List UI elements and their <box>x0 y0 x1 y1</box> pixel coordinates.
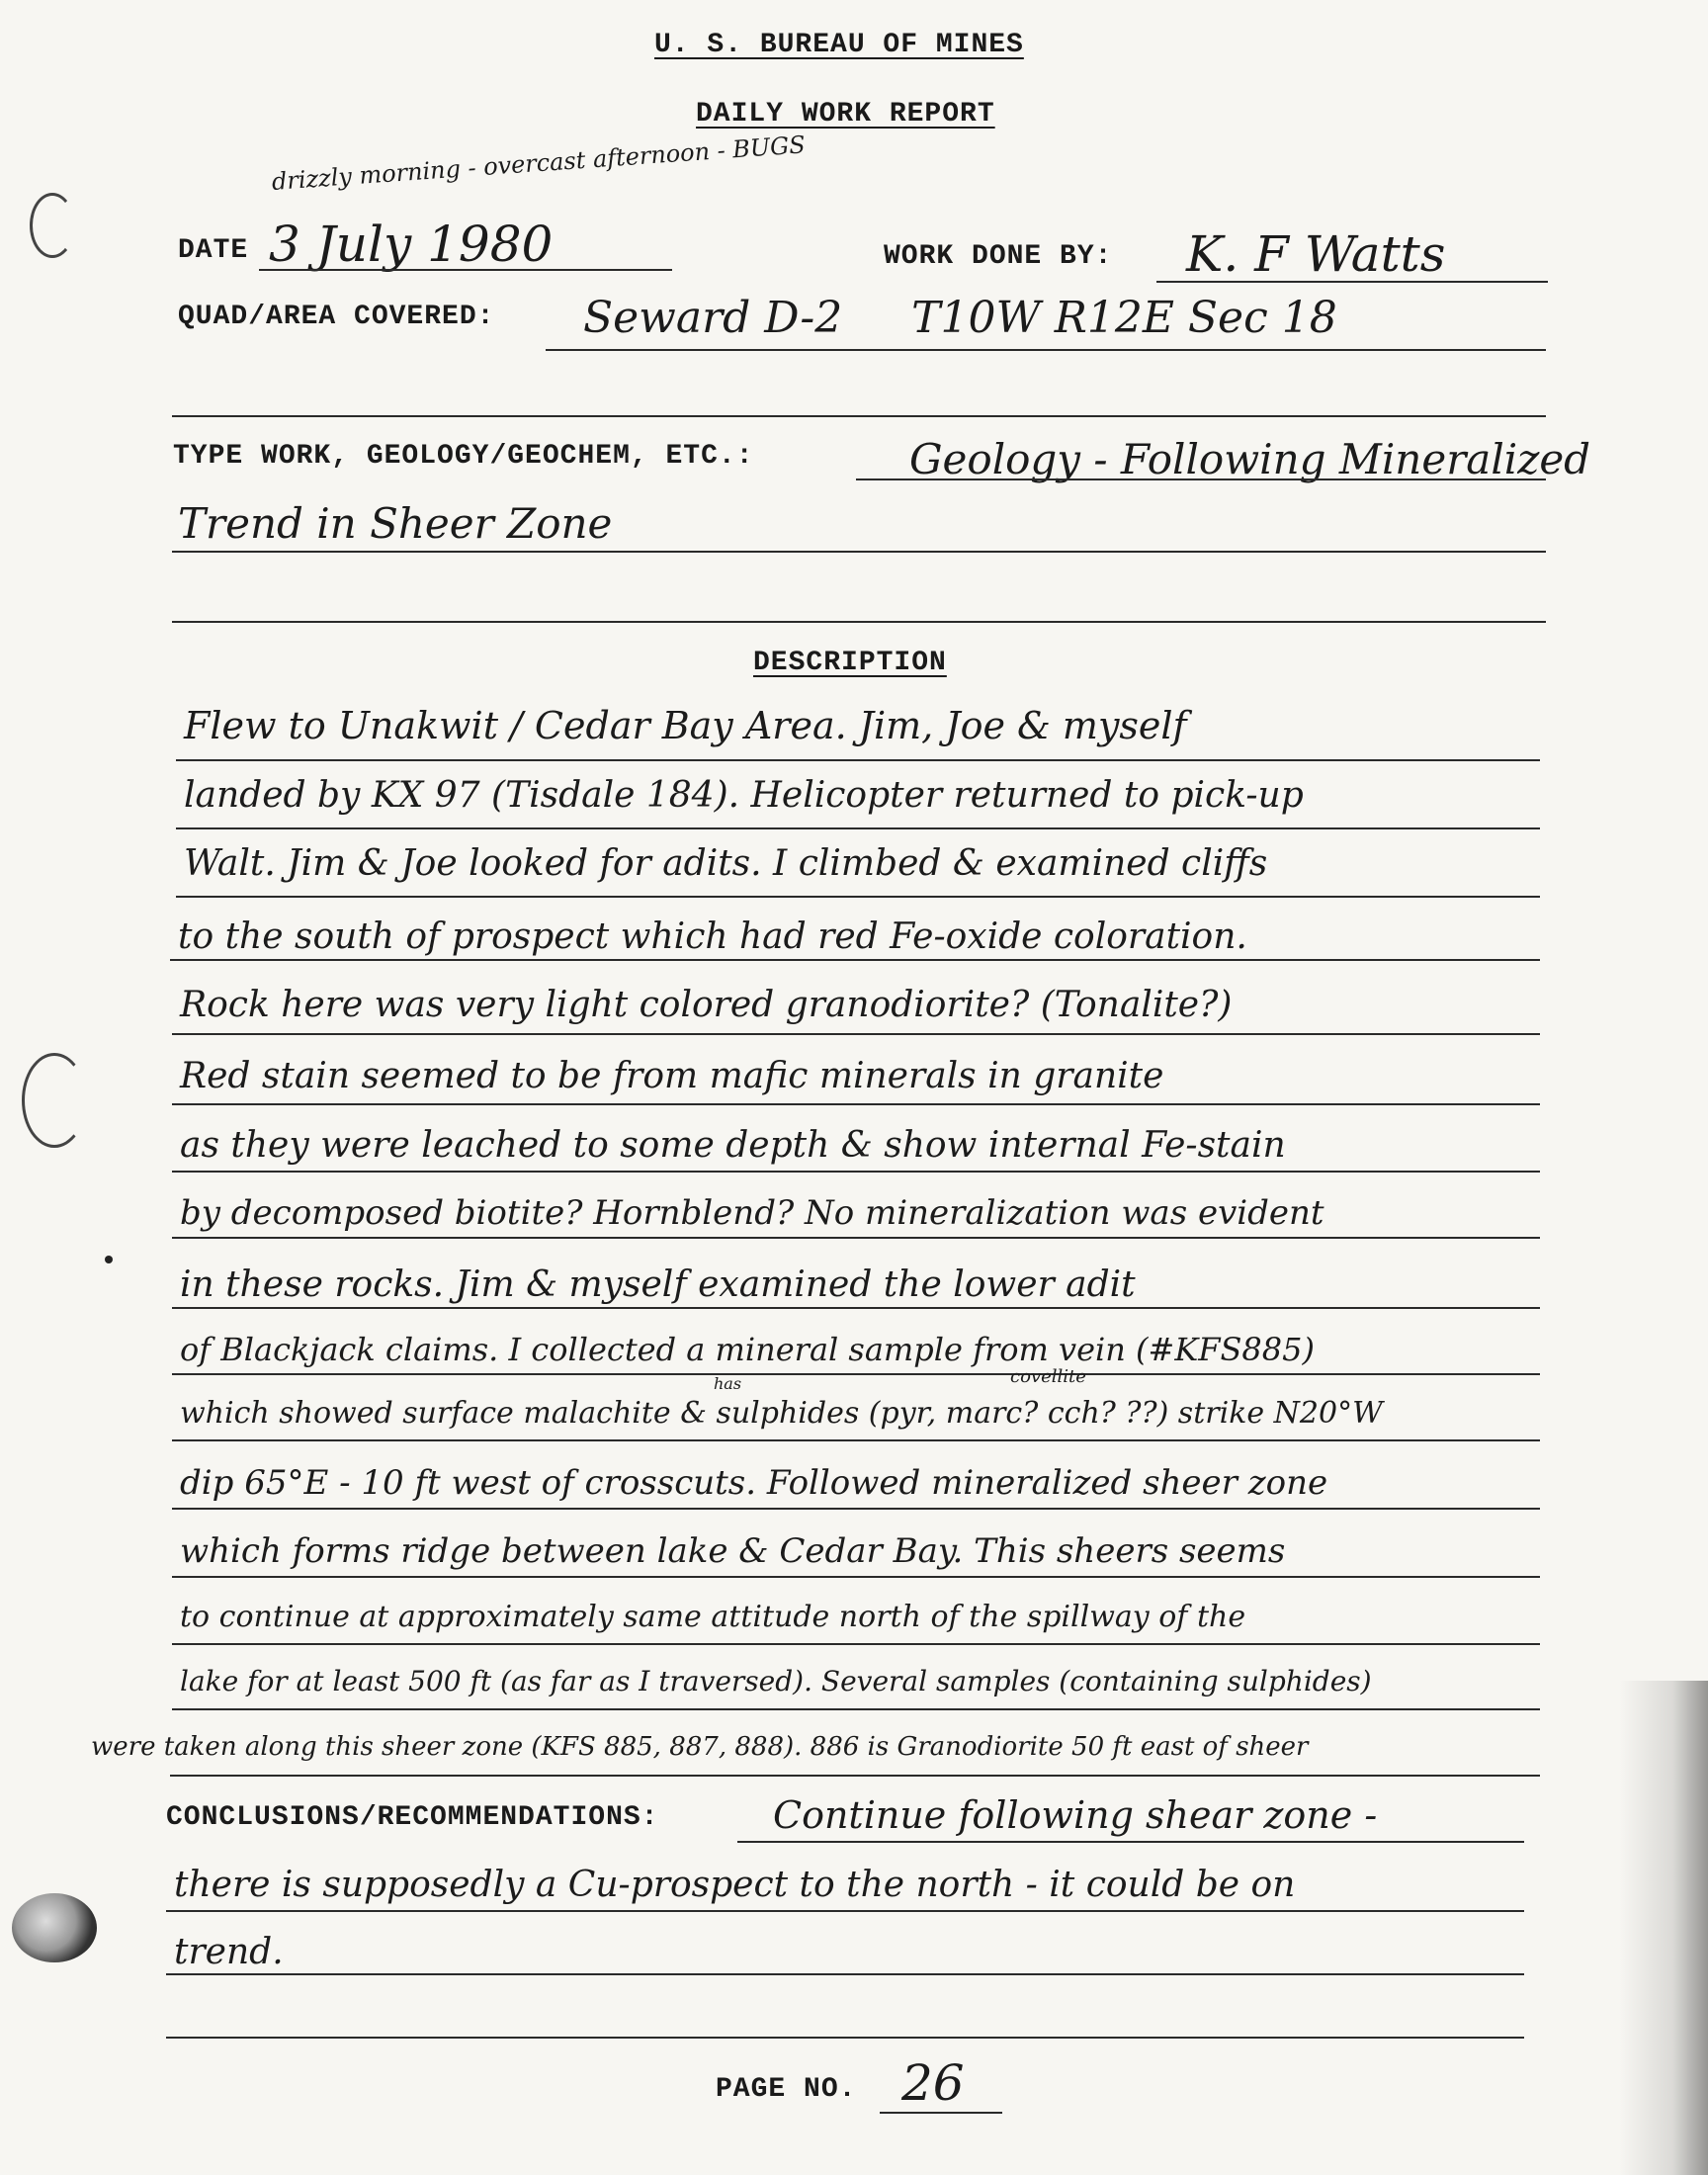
type-work-value-1: Geology - Following Mineralized <box>909 435 1591 483</box>
conclusions-line-2: there is supposedly a Cu-prospect to the north - it could be on <box>174 1865 1296 1905</box>
description-rule-15 <box>172 1708 1540 1710</box>
work-done-by-value: K. F Watts <box>1186 225 1446 283</box>
description-rule-3 <box>176 896 1540 898</box>
conclusions-line-1: Continue following shear zone - <box>773 1793 1378 1837</box>
page-number-label: PAGE NO. <box>716 2074 857 2105</box>
agency-header: U. S. BUREAU OF MINES <box>654 30 1024 60</box>
work-done-by-underline <box>1156 281 1548 283</box>
conclusions-rule-2 <box>166 1910 1524 1912</box>
description-rule-13 <box>172 1576 1540 1578</box>
conclusions-rule-3 <box>166 1973 1524 1975</box>
ink-speck <box>105 1256 113 1263</box>
description-rule-7 <box>172 1171 1540 1173</box>
description-line-8: by decomposed biotite? Hornblend? No mineralization was evident <box>180 1193 1324 1233</box>
description-rule-11 <box>172 1439 1540 1441</box>
description-rule-16 <box>170 1775 1540 1777</box>
description-rule-10 <box>172 1373 1540 1375</box>
form-title: DAILY WORK REPORT <box>696 99 995 130</box>
description-line-13: which forms ridge between lake & Cedar Bay. This sheers seems <box>180 1531 1286 1571</box>
description-line-9: in these rocks. Jim & myself examined the lower adit <box>180 1264 1136 1305</box>
weather-note: drizzly morning - overcast afternoon - BUGS <box>271 130 807 196</box>
description-line-1: Flew to Unakwit / Cedar Bay Area. Jim, Joe & myself <box>184 704 1187 747</box>
date-underline <box>259 269 672 271</box>
description-line-14: to continue at approximately same attitude north of the spillway of the <box>180 1600 1246 1634</box>
description-rule-14 <box>172 1643 1540 1645</box>
quad-value: Seward D-2 T10W R12E Sec 18 <box>583 293 1337 343</box>
description-line-5: Rock here was very light colored granodiorite? (Tonalite?) <box>180 985 1233 1025</box>
description-line-7: as they were leached to some depth & show internal Fe-stain <box>180 1125 1286 1166</box>
quad-label: QUAD/AREA COVERED: <box>178 302 495 332</box>
description-line-15: lake for at least 500 ft (as far as I traversed). Several samples (containing sulphides) <box>180 1665 1372 1697</box>
conclusions-rule-1 <box>737 1841 1524 1843</box>
description-line-3: Walt. Jim & Joe looked for adits. I climbed & examined cliffs <box>184 843 1268 884</box>
type-work-underline-2 <box>172 551 1546 553</box>
type-work-value-2: Trend in Sheer Zone <box>178 499 613 548</box>
type-work-underline-3 <box>172 621 1546 623</box>
description-rule-6 <box>172 1103 1540 1105</box>
description-rule-2 <box>176 827 1540 829</box>
interline-note-covellite: covellite <box>1010 1366 1086 1387</box>
type-work-label: TYPE WORK, GEOLOGY/GEOCHEM, ETC.: <box>173 441 754 472</box>
conclusions-line-3: trend. <box>174 1932 284 1972</box>
quad-underline <box>546 349 1546 351</box>
description-rule-5 <box>172 1033 1540 1035</box>
page-number-underline <box>880 2112 1002 2114</box>
punch-hole-mark-top <box>30 193 75 258</box>
description-rule-9 <box>172 1307 1540 1309</box>
description-rule-4 <box>170 959 1540 961</box>
description-rule-1 <box>176 759 1540 761</box>
description-line-12: dip 65°E - 10 ft west of crosscuts. Followed mineralized sheer zone <box>180 1463 1328 1503</box>
quad-extra-line <box>172 415 1546 417</box>
interline-note-has: has <box>714 1374 742 1393</box>
work-done-by-label: WORK DONE BY: <box>884 241 1113 272</box>
page-edge-shadow <box>1619 1681 1708 2175</box>
page-number-value: 26 <box>901 2054 965 2112</box>
description-line-16: were taken along this sheer zone (KFS 885, 887, 888). 886 is Granodiorite 50 ft east of sheer <box>91 1732 1309 1762</box>
date-label: DATE <box>178 235 249 266</box>
description-rule-12 <box>172 1508 1540 1510</box>
description-line-2: landed by KX 97 (Tisdale 184). Helicopter returned to pick-up <box>184 775 1304 816</box>
description-line-11: which showed surface malachite & sulphides (pyr, marc? cch? ??) strike N20°W <box>180 1396 1383 1431</box>
type-work-underline-1 <box>856 478 1546 480</box>
conclusions-rule-4 <box>166 2037 1524 2039</box>
punch-hole-bottom <box>12 1893 97 1962</box>
description-line-4: to the south of prospect which had red Fe-oxide coloration. <box>178 916 1247 957</box>
description-rule-8 <box>172 1237 1540 1239</box>
conclusions-label: CONCLUSIONS/RECOMMENDATIONS: <box>166 1802 659 1833</box>
punch-hole-mark-middle <box>22 1053 87 1148</box>
description-line-6: Red stain seemed to be from mafic minerals in granite <box>180 1056 1164 1096</box>
description-line-10: of Blackjack claims. I collected a mineral sample from vein (#KFS885) <box>180 1331 1315 1368</box>
date-value: 3 July 1980 <box>269 216 554 273</box>
description-heading: DESCRIPTION <box>753 648 947 678</box>
